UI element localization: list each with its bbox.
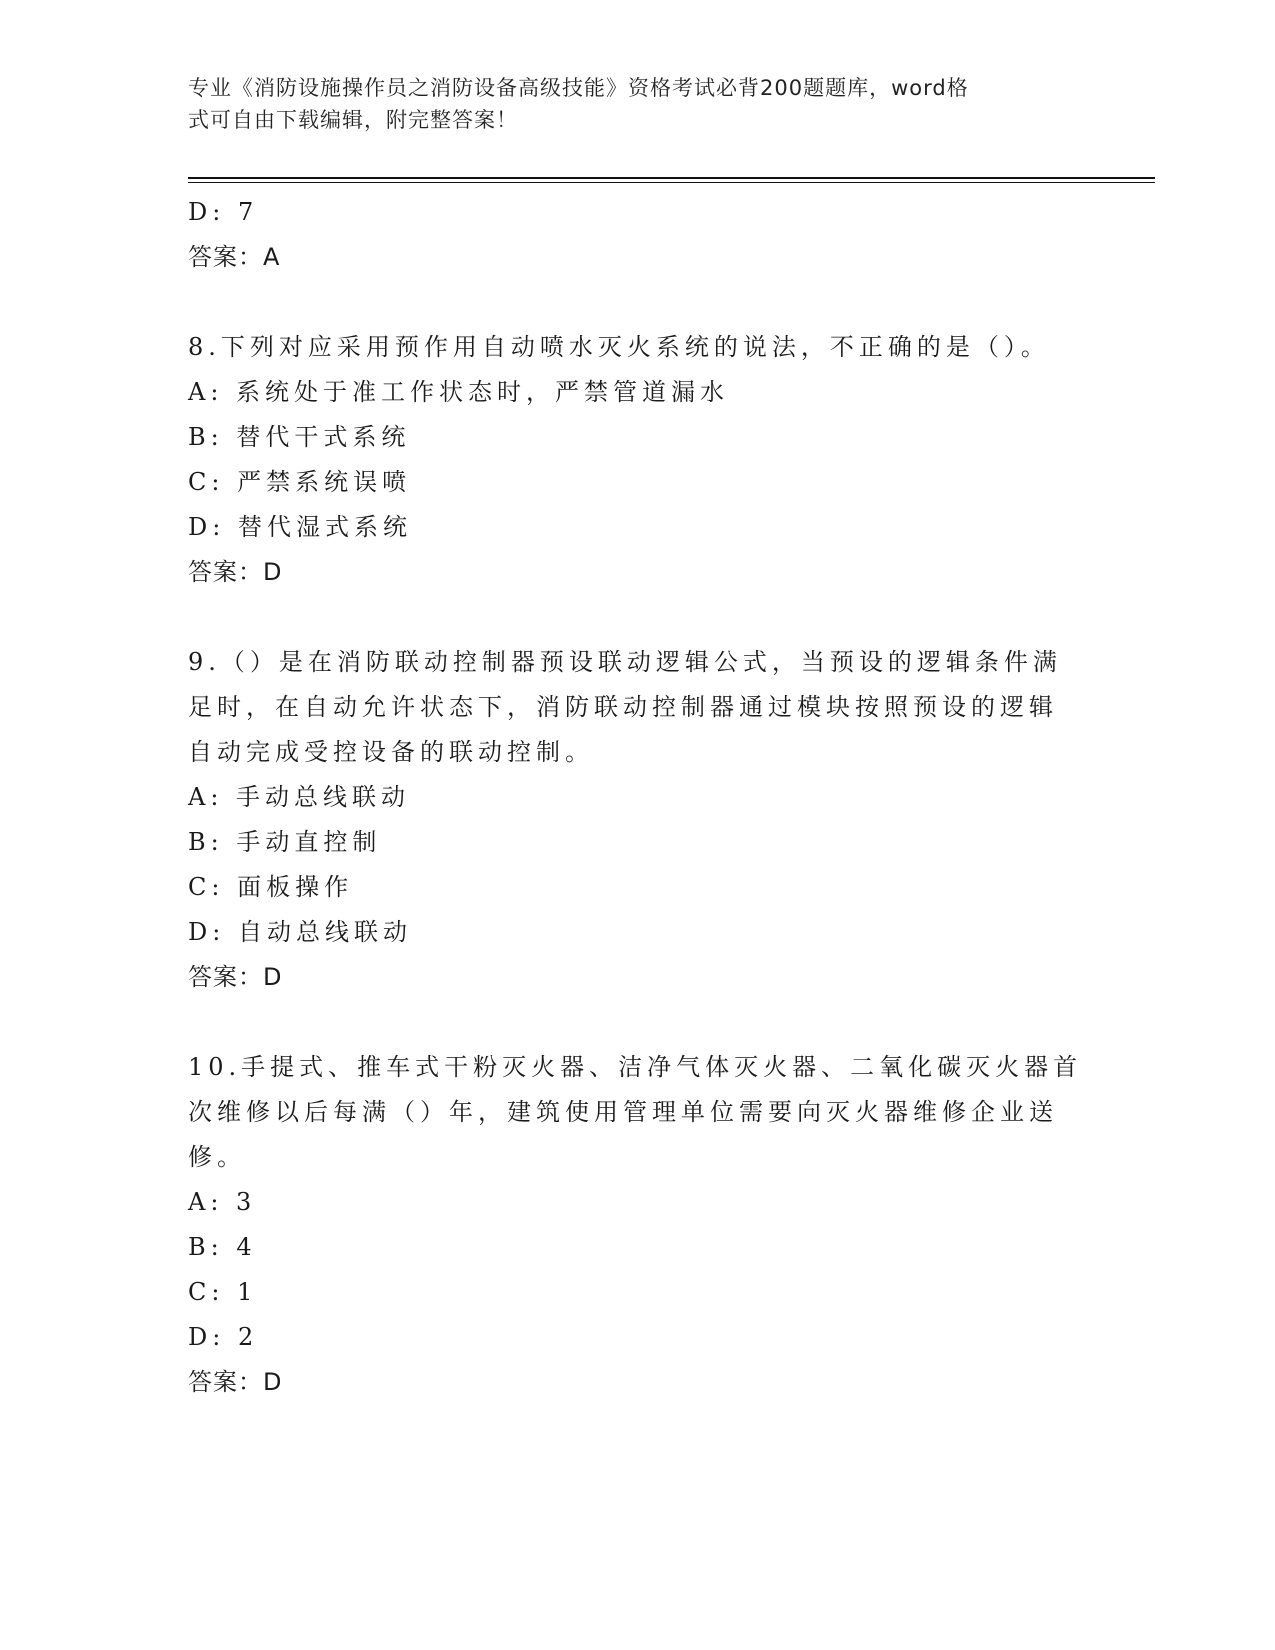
header-divider-thick: [188, 177, 1155, 179]
option-c: C: 严禁系统误喷: [188, 468, 412, 496]
header-line-1: 专业《消防设施操作员之消防设备高级技能》资格考试必背200题题库，word格: [188, 76, 969, 100]
question-8: [188, 325, 1088, 595]
option-d: D: 替代湿式系统: [188, 513, 412, 541]
question-stem-line-3: 自动完成受控设备的联动控制。: [188, 738, 594, 766]
question-stem: 8.下列对应采用预作用自动喷水灭火系统的说法，不正确的是（）。: [188, 333, 1050, 361]
answer: 答案：D: [188, 963, 283, 991]
prev-option-d: D: 7: [188, 198, 259, 226]
header-divider-thin: [188, 182, 1155, 183]
option-d: D: 2: [188, 1323, 259, 1351]
option-a: A: 3: [188, 1188, 257, 1216]
question-stem-line-1: 9.（）是在消防联动控制器预设联动逻辑公式，当预设的逻辑条件满: [188, 648, 1062, 676]
answer: 答案：D: [188, 1368, 283, 1396]
question-stem-line-2: 足时，在自动允许状态下，消防联动控制器通过模块按照预设的逻辑: [188, 693, 1058, 721]
question-9: [188, 640, 1088, 1000]
option-a: A: 手动总线联动: [188, 783, 411, 811]
spacer: [188, 1000, 1088, 1045]
option-b: B: 替代干式系统: [188, 423, 411, 451]
header-line-2: 式可自由下载编辑，附完整答案！: [188, 108, 518, 132]
option-c: C: 面板操作: [188, 873, 354, 901]
document-header: [188, 72, 1068, 136]
spacer: [188, 595, 1088, 640]
document-body: [188, 190, 1088, 1405]
answer: 答案：D: [188, 558, 283, 586]
option-c: C: 1: [188, 1278, 258, 1306]
option-b: B: 4: [188, 1233, 257, 1261]
question-stem-line-3: 修。: [188, 1143, 246, 1171]
option-d: D: 自动总线联动: [188, 918, 412, 946]
prev-answer: 答案：A: [188, 243, 281, 271]
option-b: B: 手动直控制: [188, 828, 382, 856]
spacer: [188, 280, 1088, 325]
question-stem-line-1: 10.手提式、推车式干粉灭火器、洁净气体灭火器、二氧化碳灭火器首: [188, 1053, 1083, 1081]
option-a: A: 系统处于准工作状态时，严禁管道漏水: [188, 378, 730, 406]
question-10: [188, 1045, 1088, 1405]
question-stem-line-2: 次维修以后每满（）年，建筑使用管理单位需要向灭火器维修企业送: [188, 1098, 1058, 1126]
